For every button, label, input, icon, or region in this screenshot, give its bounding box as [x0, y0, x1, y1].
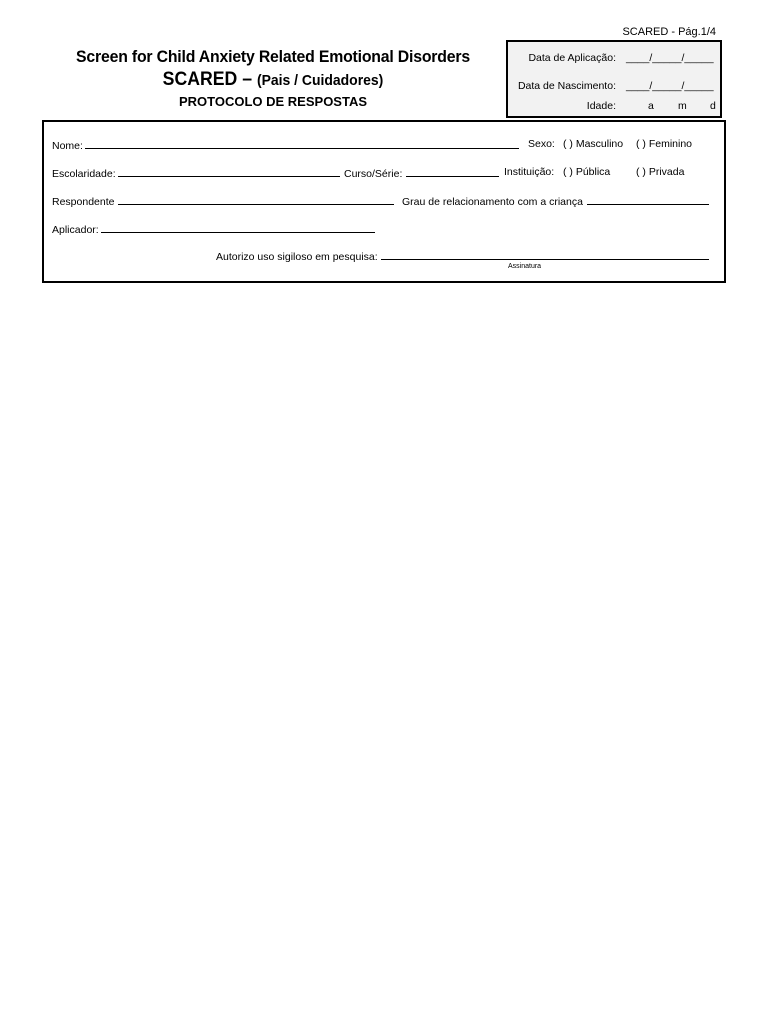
scared-subtitle: (Pais / Cuidadores): [256, 72, 384, 89]
relationship-line[interactable]: [587, 194, 709, 205]
age-years-field[interactable]: a: [648, 100, 654, 112]
age-label: Idade:: [586, 100, 616, 112]
respondent-label: Respondente: [52, 196, 115, 208]
scared-acronym: SCARED –: [162, 69, 253, 90]
course-label: Curso/Série:: [344, 168, 403, 180]
birth-date-label: Data de Nascimento:: [517, 80, 616, 92]
name-field-group: [52, 138, 519, 152]
respondent-field-group: [52, 194, 394, 208]
age-days-field[interactable]: d: [710, 100, 716, 112]
applicator-field-group: [52, 222, 375, 236]
public-option[interactable]: ( ) Pública: [563, 166, 611, 178]
respondent-line[interactable]: [118, 194, 394, 205]
age-months-field[interactable]: m: [678, 100, 687, 112]
relationship-label: Grau de relacionamento com a criança: [402, 196, 583, 208]
schooling-line[interactable]: [118, 166, 340, 177]
schooling-field-group: [52, 166, 340, 180]
institution-label: Instituição:: [504, 166, 555, 178]
signature-caption: Assinatura: [508, 263, 542, 270]
private-option[interactable]: ( ) Privada: [636, 166, 685, 178]
scared-heading: [60, 68, 486, 93]
name-line[interactable]: [85, 138, 519, 149]
applicator-label: Aplicador:: [52, 224, 99, 236]
application-date-label: Data de Aplicação:: [528, 52, 616, 64]
signature-line[interactable]: [381, 249, 709, 260]
respondent-info-box: [42, 120, 726, 283]
male-option[interactable]: ( ) Masculino: [563, 138, 624, 150]
authorize-field-group: [216, 249, 709, 263]
application-date-field[interactable]: ____/_____/_____: [626, 52, 714, 64]
page-number: SCARED - Pág.1/4: [622, 26, 716, 38]
title-block: [44, 46, 502, 110]
course-field-group: [344, 166, 499, 180]
form-title: Screen for Child Anxiety Related Emotional Disorders: [76, 47, 470, 66]
name-label: Nome:: [52, 140, 83, 152]
applicator-line[interactable]: [101, 222, 375, 233]
date-box: [506, 40, 722, 118]
course-line[interactable]: [406, 166, 499, 177]
female-option[interactable]: ( ) Feminino: [636, 138, 693, 150]
schooling-label: Escolaridade:: [52, 168, 116, 180]
relationship-field-group: [402, 194, 709, 208]
sex-label: Sexo:: [528, 138, 555, 150]
protocol-heading: PROTOCOLO DE RESPOSTAS: [178, 94, 368, 109]
birth-date-field[interactable]: ____/_____/_____: [626, 80, 714, 92]
authorize-label: Autorizo uso sigiloso em pesquisa:: [216, 251, 378, 263]
